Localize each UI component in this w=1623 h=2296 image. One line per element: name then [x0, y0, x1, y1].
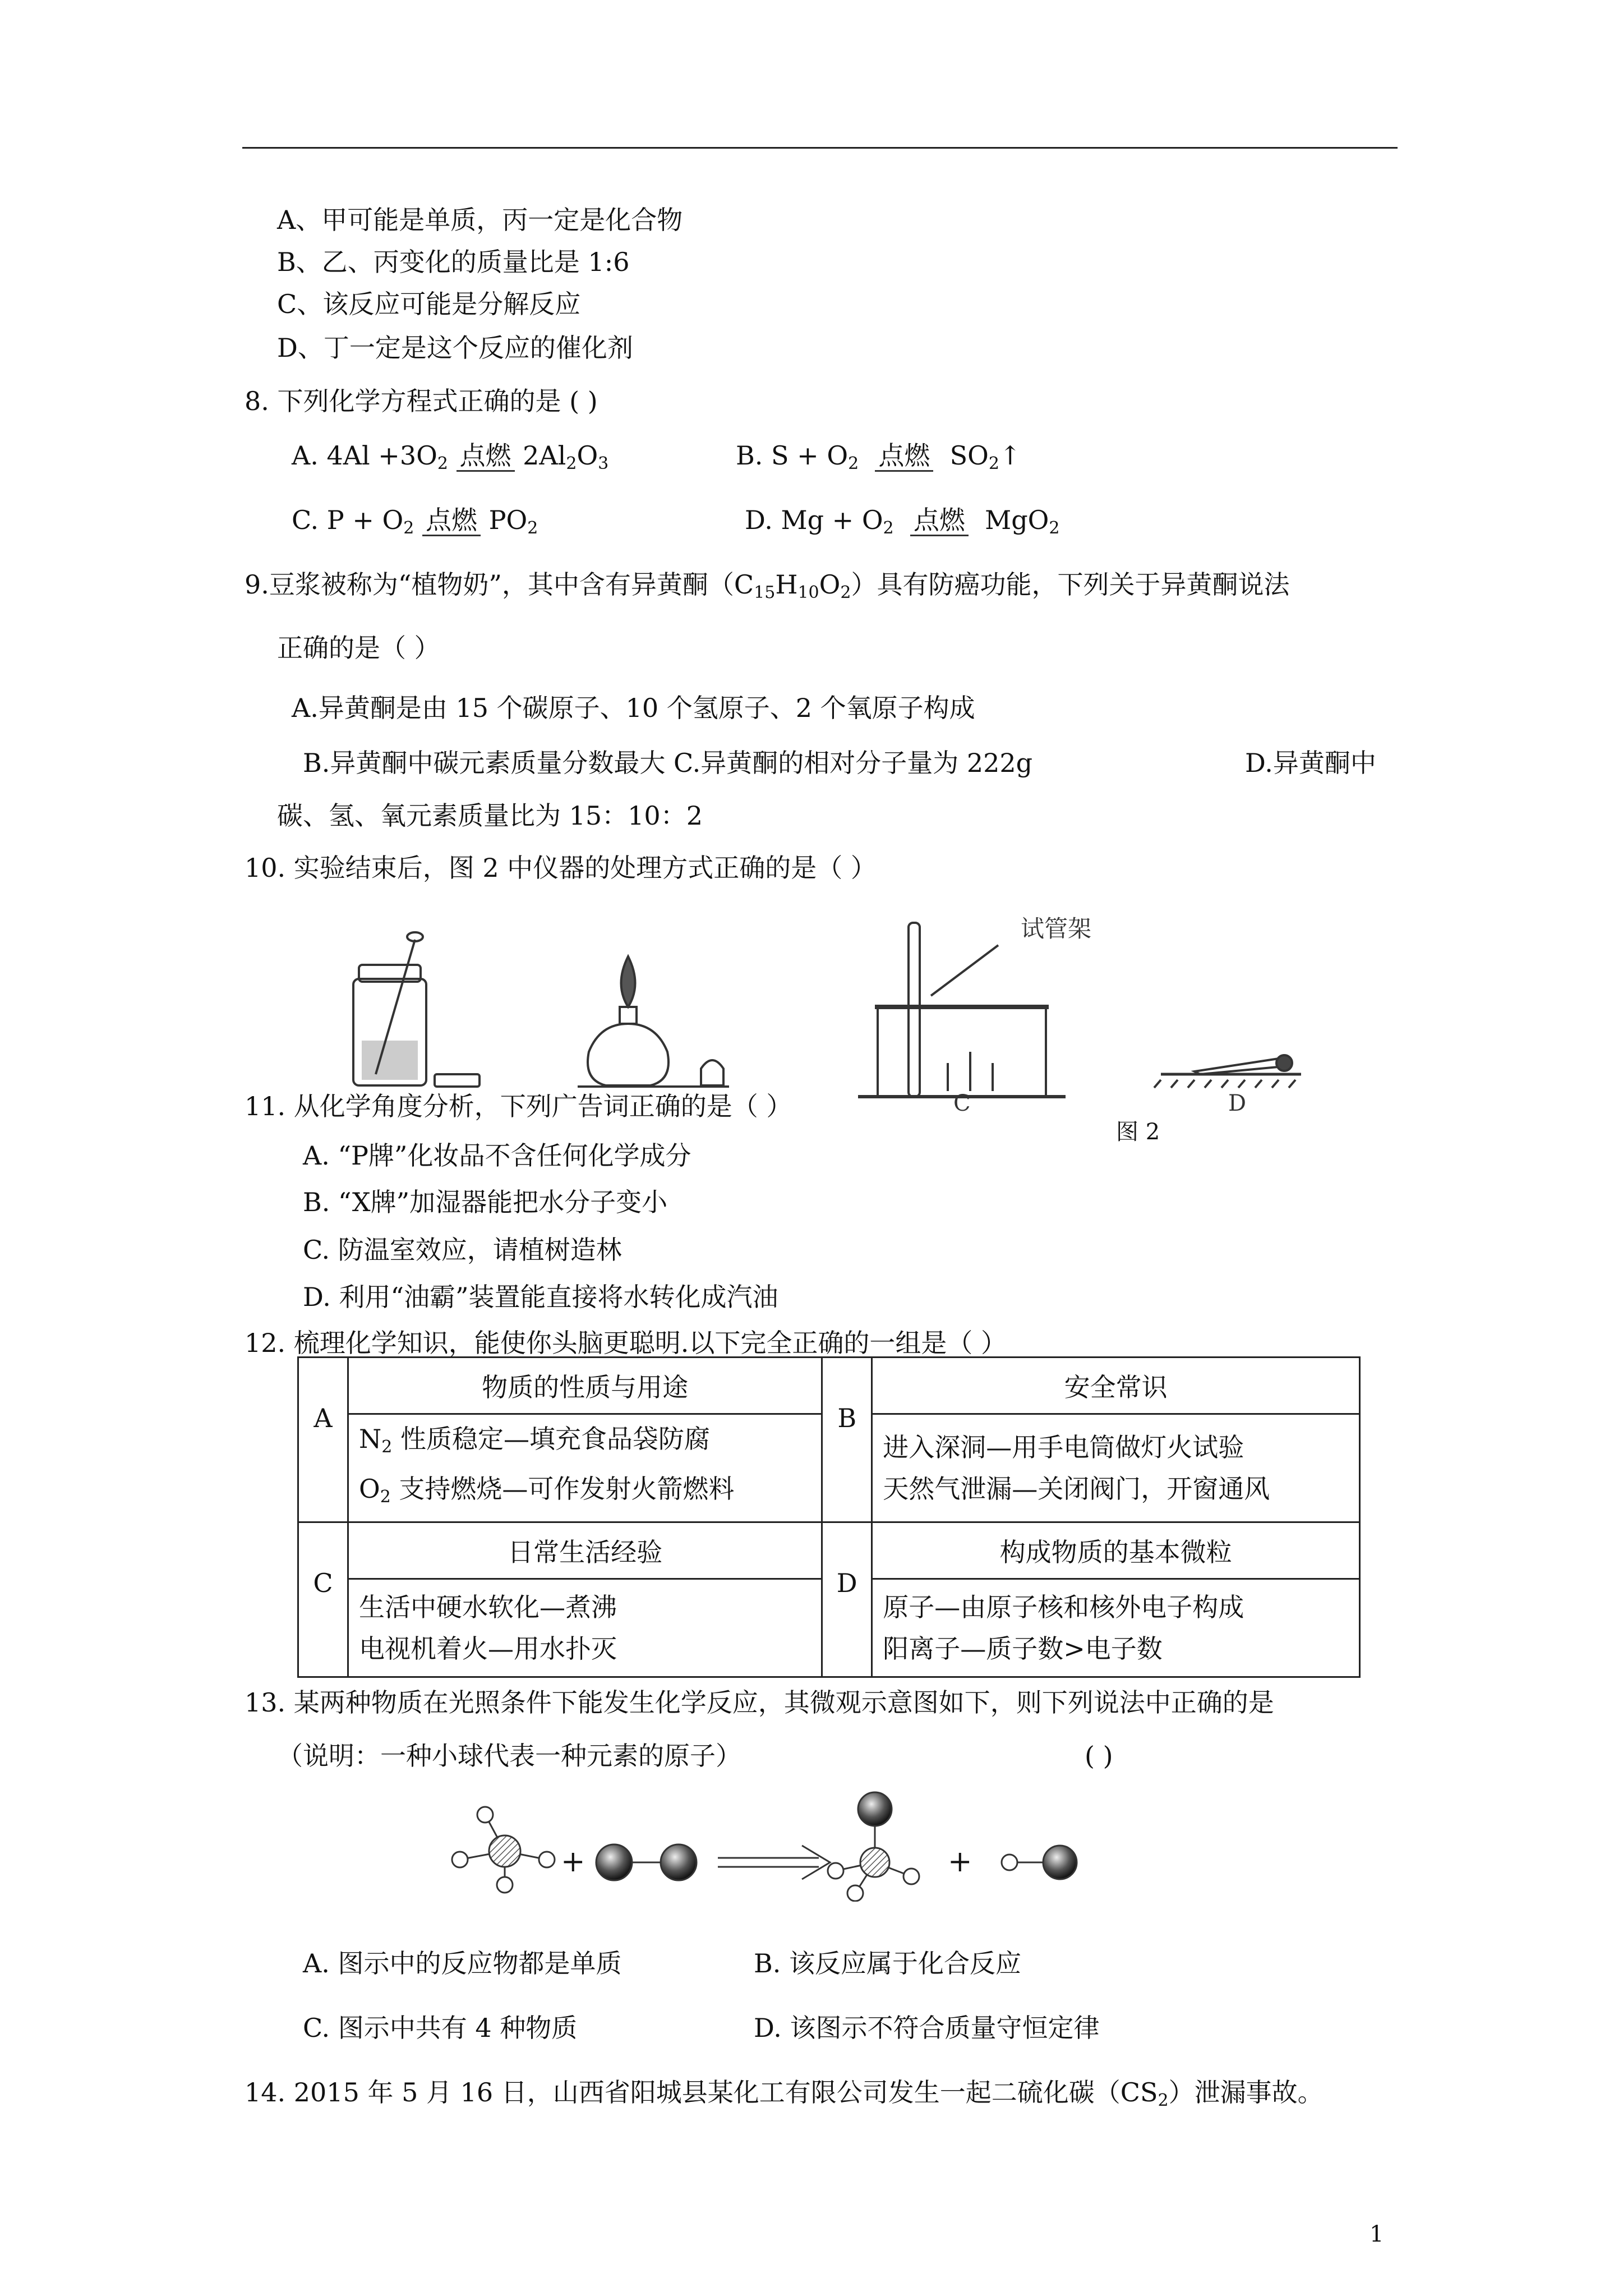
q8-option-a: A. $4Al +3O_2$ 点燃 $2Al_2O_3$	[292, 440, 609, 473]
q7-option-a: A、甲可能是单质，丙一定是化合物	[277, 205, 683, 235]
table-key-d: D	[822, 1522, 872, 1677]
test-tube-on-bench-icon	[1154, 1055, 1301, 1088]
test-tube-rack-icon	[858, 923, 1066, 1097]
q8-stem: 8. 下列化学方程式正确的是 ( )	[245, 386, 598, 416]
table-title-b: 安全常识	[872, 1358, 1360, 1414]
reaction-condition: 点燃	[910, 505, 969, 536]
table-body-a: $N_2$ 性质稳定—填充食品袋防腐 $O_2$ 支持燃烧—可作发射火箭燃料	[348, 1414, 822, 1522]
methane-like-molecule-icon	[452, 1807, 555, 1893]
q11-option-b: B. “X牌”加湿器能把水分子变小	[303, 1187, 668, 1217]
table-key-b: B	[822, 1358, 872, 1522]
header-rule	[242, 147, 1398, 149]
alcohol-lamp-icon	[578, 956, 729, 1087]
reaction-condition: 点燃	[875, 441, 933, 472]
q13-stem: 13. 某两种物质在光照条件下能发生化学反应，其微观示意图如下，则下列说法中正确的是	[245, 1687, 1274, 1718]
molecular-reaction-diagram	[443, 1778, 1088, 1902]
q9-option-d-continued: 碳、氢、氧元素质量比为 15：10：2	[277, 800, 703, 831]
table-title-c: 日常生活经验	[348, 1522, 822, 1579]
reaction-condition: 点燃	[457, 441, 515, 472]
q8-option-d: D. $Mg + O_2$ 点燃 MgO$_2$	[745, 505, 1060, 538]
lab-apparatus-figure	[336, 912, 1363, 1114]
knowledge-table	[297, 1356, 1361, 1678]
q9-option-bc: B.异黄酮中碳元素质量分数最大 C.异黄酮的相对分子量为 222g	[303, 748, 1033, 778]
table-body-d: 原子—由原子核和核外电子构成 阳离子—质子数>电子数	[872, 1579, 1360, 1677]
diatomic-molecule-icon	[596, 1844, 697, 1880]
q11-option-d: D. 利用“油霸”装置能直接将水转化成汽油	[303, 1282, 778, 1312]
q11-option-c: C. 防温室效应，请植树造林	[303, 1235, 622, 1265]
q7-option-b: B、乙、丙变化的质量比是 1:6	[277, 247, 630, 277]
q13-option-c: C. 图示中共有 4 种物质	[303, 2013, 578, 2043]
q8-option-c: C. $P + O_2$ 点燃 $PO_2$	[292, 505, 538, 538]
plus-sign-1: +	[561, 1845, 585, 1879]
q13-stem-note: （说明：一种小球代表一种元素的原子）	[277, 1741, 741, 1771]
table-body-b: 进入深洞—用手电筒做灯火试验 天然气泄漏—关闭阀门，开窗通风	[872, 1414, 1360, 1522]
q13-option-b: B. 该反应属于化合反应	[754, 1948, 1022, 1978]
q13-option-d: D. 该图示不符合质量守恒定律	[754, 2013, 1100, 2043]
q11-option-a: A. “P牌”化妆品不含任何化学成分	[303, 1140, 691, 1171]
figure-label-d: D	[1228, 1091, 1247, 1114]
q9-option-d: D.异黄酮中	[1245, 748, 1376, 778]
hydrogen-chloride-like-molecule-icon	[1002, 1846, 1077, 1879]
q7-option-c: C、该反应可能是分解反应	[277, 289, 581, 319]
chloromethane-like-molecule-icon	[828, 1792, 919, 1901]
plus-sign-2: +	[948, 1845, 972, 1879]
q13-option-a: A. 图示中的反应物都是单质	[303, 1948, 622, 1978]
q7-option-d: D、丁一定是这个反应的催化剂	[277, 333, 633, 363]
q9-option-a: A.异黄酮是由 15 个碳原子、10 个氢原子、2 个氧原子构成	[292, 693, 975, 723]
table-body-c: 生活中硬水软化—煮沸 电视机着火—用水扑灭	[348, 1579, 822, 1677]
reaction-arrow-icon	[718, 1846, 830, 1879]
q8-option-b: B. $S + O_2$ 点燃 $SO_2↑$	[736, 440, 1021, 473]
page-number: 1	[1370, 2221, 1384, 2247]
reagent-jar-icon	[353, 932, 479, 1087]
figure-label-c: C	[953, 1091, 971, 1114]
table-key-c: C	[298, 1522, 348, 1677]
figure-caption: 图 2	[1116, 1119, 1160, 1145]
q13-answer-paren: ( )	[1085, 1741, 1113, 1771]
table-key-a: A	[298, 1358, 348, 1522]
rack-label: 试管架	[1021, 915, 1092, 942]
q14-stem: 14. 2015 年 5 月 16 日，山西省阳城县某化工有限公司发生一起二硫化碳$(CS_2)$泄漏事故。	[245, 2077, 1324, 2110]
table-title-a: 物质的性质与用途	[348, 1358, 822, 1414]
q9-stem-continued: 正确的是（ ）	[277, 633, 440, 663]
table-title-d: 构成物质的基本微粒	[872, 1522, 1360, 1579]
reaction-condition: 点燃	[422, 505, 481, 536]
q12-stem: 12. 梳理化学知识，能使你头脑更聪明.以下完全正确的一组是（ ）	[245, 1328, 1007, 1358]
q9-stem: 9.豆浆被称为“植物奶”，其中含有异黄酮$(C_{15}H_{10}O_2)$具有防癌功能，下列关于异黄酮说法	[245, 569, 1290, 602]
q10-stem: 10. 实验结束后，图 2 中仪器的处理方式正确的是（ ）	[245, 853, 877, 883]
q11-stem: 11. 从化学角度分析，下列广告词正确的是（ ）	[245, 1091, 792, 1121]
